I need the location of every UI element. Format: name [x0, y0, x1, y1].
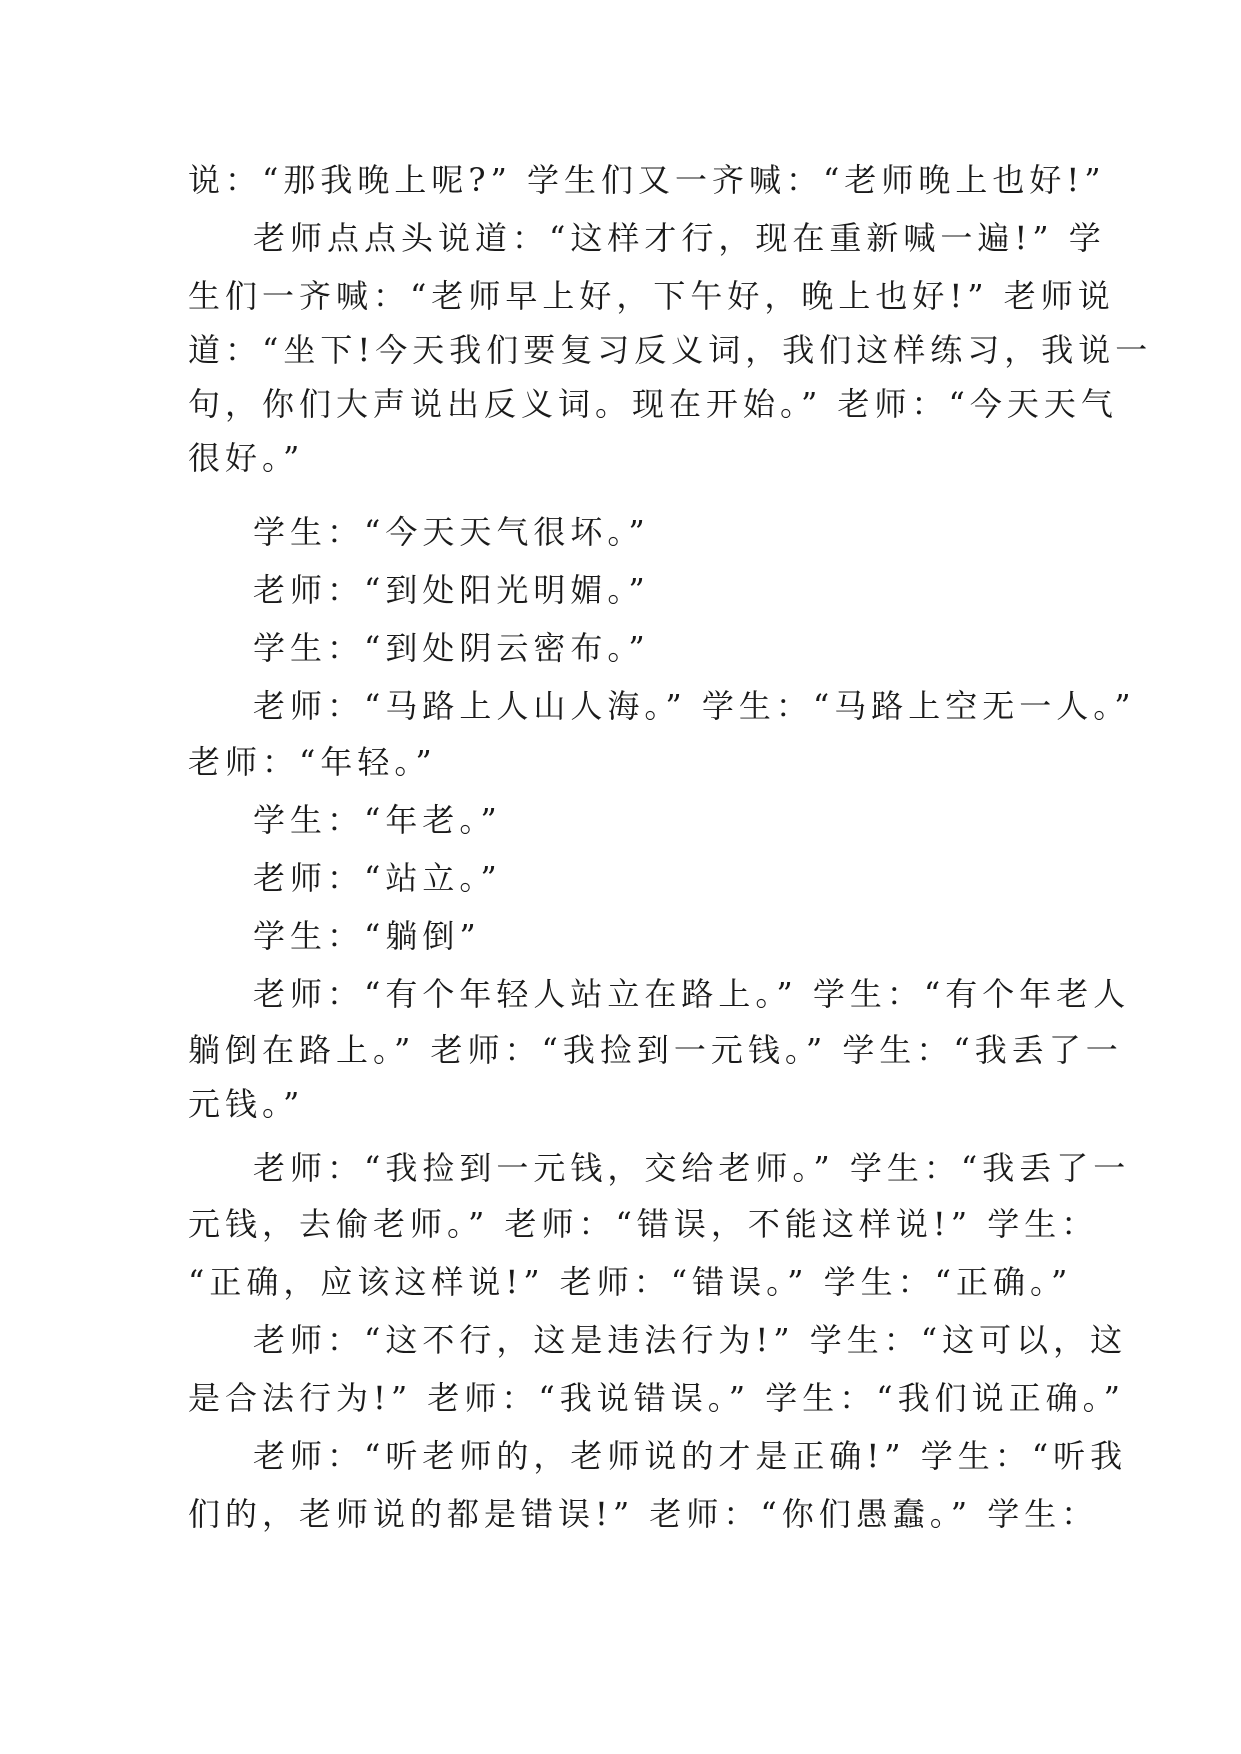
text-line: 老师：“有个年轻人站立在路上。” 学生：“有个年老人: [253, 975, 1131, 1013]
text-line: 句，你们大声说出反义词。现在开始。” 老师：“今天天气: [188, 385, 1118, 423]
text-line: 生们一齐喊：“老师早上好，下午好，晚上也好!” 老师说: [188, 277, 1115, 315]
text-line: 道：“坐下!今天我们要复习反义词，我们这样练习，我说一: [188, 331, 1153, 369]
text-line: 老师：“站立。”: [253, 859, 502, 897]
text-line: 们的，老师说的都是错误!” 老师：“你们愚蠢。” 学生：: [188, 1495, 1099, 1533]
text-line: 学生：“到处阴云密布。”: [253, 629, 650, 667]
text-line: 老师点点头说道：“这样才行，现在重新喊一遍!” 学: [253, 219, 1106, 257]
text-line: 元钱，去偷老师。” 老师：“错误，不能这样说!” 学生：: [188, 1205, 1099, 1243]
text-line: 老师：“马路上人山人海。” 学生：“马路上空无一人。”: [253, 687, 1136, 725]
text-line: 学生：“年老。”: [253, 801, 502, 839]
text-line: 说：“那我晚上呢?” 学生们又一齐喊：“老师晚上也好!”: [188, 161, 1106, 199]
text-line: 很好。”: [188, 439, 305, 477]
text-line: 学生：“躺倒”: [253, 917, 481, 955]
text-line: 老师：“我捡到一元钱，交给老师。” 学生：“我丢了一: [253, 1149, 1131, 1187]
text-line: 躺倒在路上。” 老师：“我捡到一元钱。” 学生：“我丢了一: [188, 1031, 1123, 1069]
text-line: 老师：“这不行，这是违法行为!” 学生：“这可以，这: [253, 1321, 1128, 1359]
text-line: 老师：“到处阳光明媚。”: [253, 571, 650, 609]
text-line: 老师：“年轻。”: [188, 743, 437, 781]
text-line: 元钱。”: [188, 1085, 305, 1123]
text-line: 是合法行为!” 老师：“我说错误。” 学生：“我们说正确。”: [188, 1379, 1126, 1417]
text-line: 学生：“今天天气很坏。”: [253, 513, 650, 551]
text-line: 老师：“听老师的，老师说的才是正确!” 学生：“听我: [253, 1437, 1128, 1475]
text-line: “正确，应该这样说!” 老师：“错误。” 学生：“正确。”: [188, 1263, 1073, 1301]
